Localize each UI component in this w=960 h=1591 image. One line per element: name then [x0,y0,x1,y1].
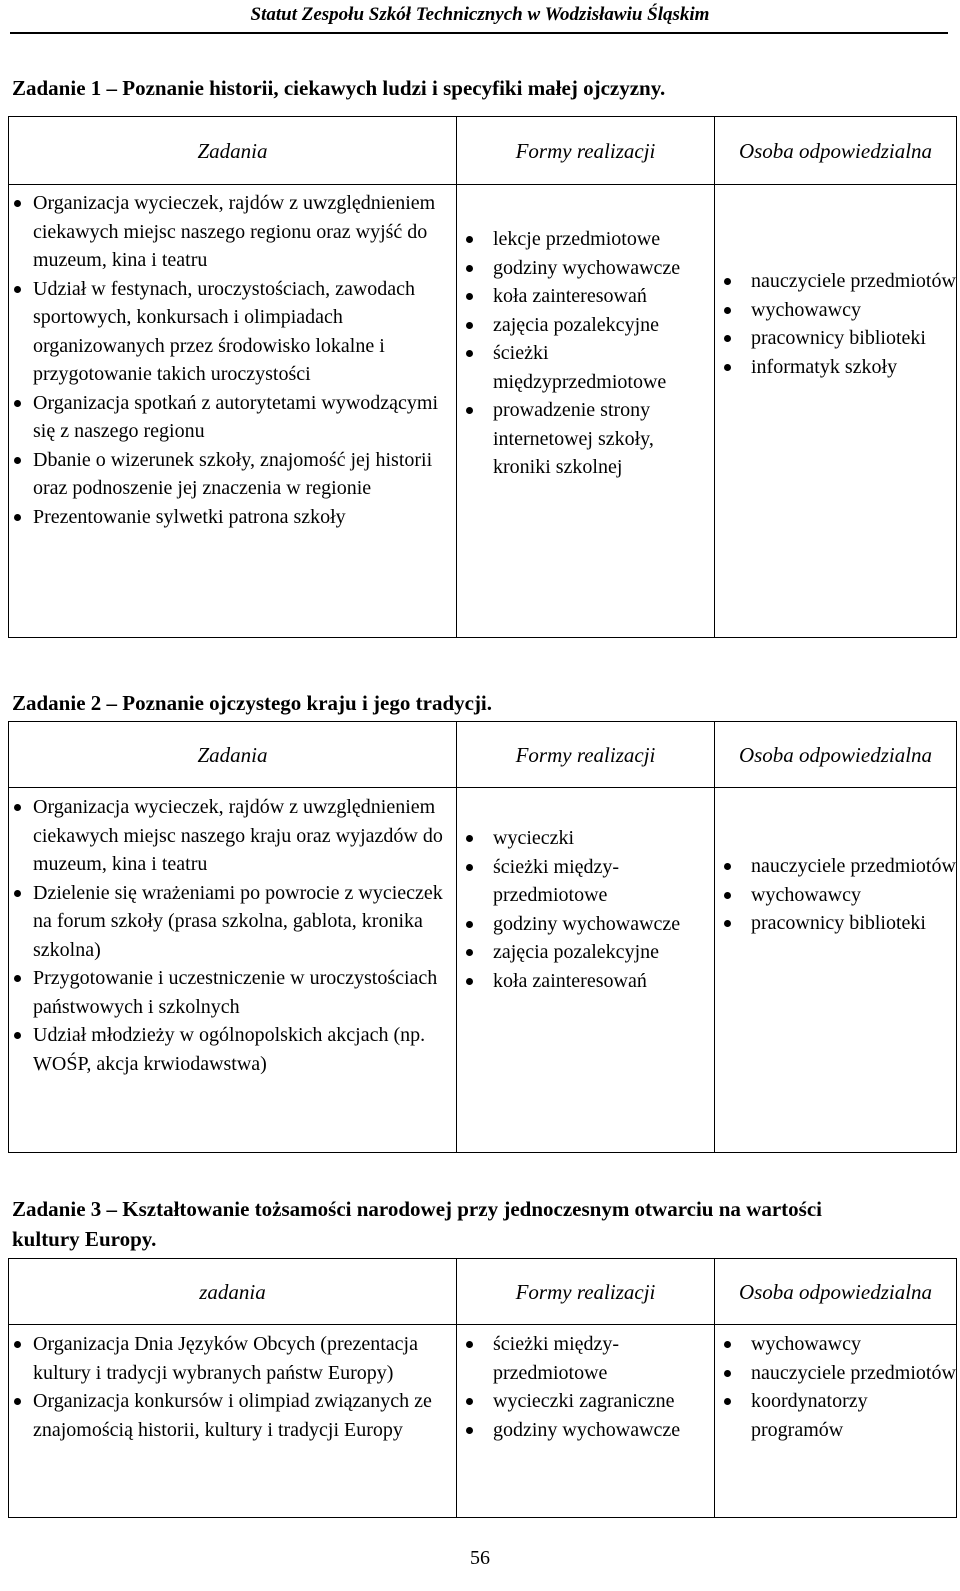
responsible-list [715,852,956,938]
list-item: wychowawcy [719,296,956,325]
header-rule [10,32,948,34]
task-2-heading: Zadanie 2 – Poznanie ojczystego kraju i jego tradycji. [12,691,493,715]
tasks-cell [9,185,457,638]
responsible-cell [715,185,957,638]
tasks-list [9,1330,456,1444]
list-item: Przygotowanie i uczestniczenie w uroczystościach państwowych i szkolnych [9,964,456,1021]
responsible-cell [715,788,957,1153]
column-header-forms: Formy realizacji [457,722,715,788]
forms-cell [457,788,715,1153]
list-item: Udział w festynach, uroczystościach, zawodach sportowych, konkursach i olimpiadach organizowanych przez środowisko lokalne i przygotowanie takich uroczystości [9,275,456,389]
list-item: koła zainteresowań [461,967,714,996]
list-item: lekcje przedmiotowe [461,225,714,254]
list-item: pracownicy biblioteki [719,324,956,353]
list-item: Organizacja wycieczek, rajdów z uwzględnieniem ciekawych miejsc naszego kraju oraz wyjazdów do muzeum, kina i teatru [9,793,456,879]
list-item: Dbanie o wizerunek szkoły, znajomość jej historii oraz podnoszenie jej znaczenia w regionie [9,446,456,503]
forms-cell [457,185,715,638]
responsible-list [715,1330,956,1444]
column-header-forms: Formy realizacji [457,117,715,185]
list-item: wychowawcy [719,1330,956,1359]
forms-list [457,1330,714,1444]
list-item: ścieżki międzyprzedmiotowe [461,339,714,396]
list-item: Organizacja spotkań z autorytetami wywodzącymi się z naszego regionu [9,389,456,446]
column-header-responsible: Osoba odpowiedzialna [715,722,957,788]
task-1-table [8,116,957,638]
list-item: informatyk szkoły [719,353,956,382]
column-header-responsible: Osoba odpowiedzialna [715,117,957,185]
list-item: wychowawcy [719,881,956,910]
list-item: pracownicy biblioteki [719,909,956,938]
list-item: zajęcia pozalekcyjne [461,938,714,967]
forms-cell [457,1325,715,1518]
tasks-cell [9,788,457,1153]
column-header-tasks: Zadania [9,117,457,185]
list-item: Organizacja konkursów i olimpiad związanych ze znajomością historii, kultury i tradycji Europy [9,1387,456,1444]
list-item: Udział młodzieży w ogólnopolskich akcjach (np. WOŚP, akcja krwiodawstwa) [9,1021,456,1078]
tasks-cell [9,1325,457,1518]
responsible-cell [715,1325,957,1518]
task-2-table [8,721,957,1153]
column-header-tasks: Zadania [9,722,457,788]
forms-list [457,824,714,995]
tasks-list [9,189,456,531]
list-item: wycieczki zagraniczne [461,1387,714,1416]
list-item: prowadzenie strony internetowej szkoły, kroniki szkolnej [461,396,714,482]
list-item: wycieczki [461,824,714,853]
responsible-list [715,267,956,381]
list-item: godziny wychowawcze [461,910,714,939]
list-item: nauczyciele przedmiotów [719,852,956,881]
list-item: Organizacja wycieczek, rajdów z uwzględnieniem ciekawych miejsc naszego regionu oraz wyjść do muzeum, kina i teatru [9,189,456,275]
list-item: ścieżki między-przedmiotowe [461,853,714,910]
list-item: godziny wychowawcze [461,1416,714,1445]
column-header-forms: Formy realizacji [457,1259,715,1325]
task-1-heading: Zadanie 1 – Poznanie historii, ciekawych ludzi i specyfiki małej ojczyzny. [12,76,666,100]
column-header-tasks: zadania [9,1259,457,1325]
list-item: ścieżki między-przedmiotowe [461,1330,714,1387]
column-header-responsible: Osoba odpowiedzialna [715,1259,957,1325]
list-item: koła zainteresowań [461,282,714,311]
tasks-list [9,793,456,1078]
list-item: Organizacja Dnia Języków Obcych (prezentacja kultury i tradycji wybranych państw Europy) [9,1330,456,1387]
list-item: nauczyciele przedmiotów [719,267,956,296]
list-item: koordynatorzy programów [719,1387,956,1444]
list-item: Dzielenie się wrażeniami po powrocie z wycieczek na forum szkoły (prasa szkolna, gablota, kronika szkolna) [9,879,456,965]
list-item: zajęcia pozalekcyjne [461,311,714,340]
list-item: Prezentowanie sylwetki patrona szkoły [9,503,456,532]
list-item: godziny wychowawcze [461,254,714,283]
forms-list [457,225,714,482]
document-header-title: Statut Zespołu Szkół Technicznych w Wodzisławiu Śląskim [250,4,710,25]
task-3-heading: Zadanie 3 – Kształtowanie tożsamości narodowej przy jednoczesnym otwarciu na wartości kultury Europy. [12,1197,822,1251]
page-number: 56 [470,1547,490,1569]
task-3-table [8,1258,957,1518]
list-item: nauczyciele przedmiotów [719,1359,956,1388]
